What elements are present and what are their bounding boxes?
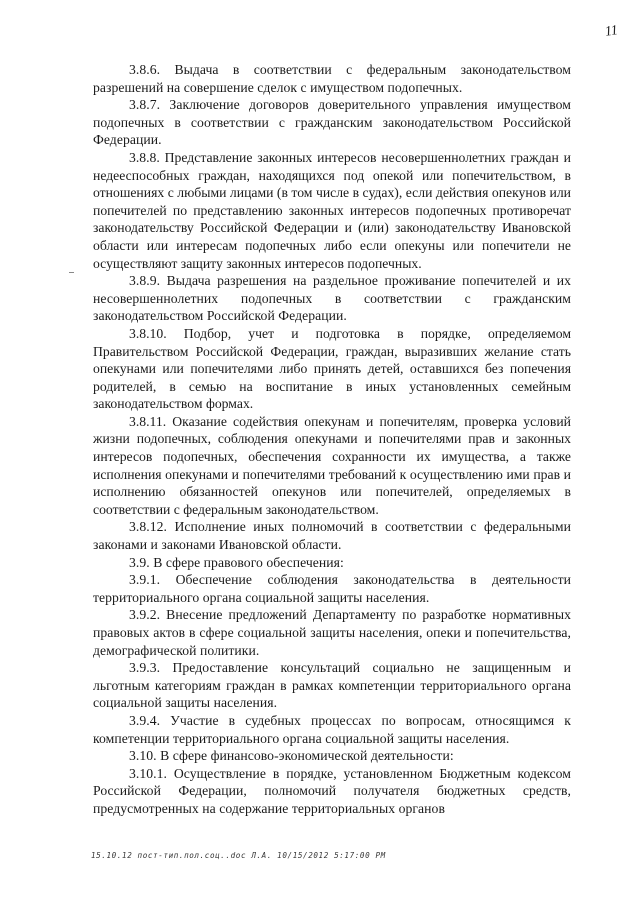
paragraph-3-9-1: 3.9.1. Обеспечение соблюдения законодательства в деятельности территориального органа социальной защиты населения.	[93, 572, 571, 605]
paragraph-3-8-11: 3.8.11. Оказание содействия опекунам и попечителям, проверка условий жизни подопечных, соблюдения опекунами и попечителями прав и законных интересов подопечных, обеспечения сохранности их имущества, а также исполнения опекунами и попечителями требований к осуществлению ими прав и исполнению обязанностей опекунов или попечителей, определяемых в соответствии с федеральным законодательством.	[93, 413, 571, 517]
section-heading-3-9: 3.9. В сфере правового обеспечения:	[129, 554, 344, 570]
paragraph-3-8-9: 3.8.9. Выдача разрешения на раздельное проживание попечителей и их несовершеннолетних подопечных в соответствии с гражданским законодательством Российской Федерации.	[93, 273, 571, 324]
document-footer: 15.10.12 пост-тип.пол.соц..doc Л.А. 10/15/2012 5:17:00 PM	[91, 851, 386, 860]
margin-mark	[69, 272, 74, 273]
paragraph-3-9-2: 3.9.2. Внесение предложений Департаменту по разработке нормативных правовых актов в сфере социальной защиты населения, опеки и попечительства, демографической политики.	[93, 607, 571, 658]
section-heading-3-10: 3.10. В сфере финансово-экономической деятельности:	[129, 748, 454, 764]
document-body	[93, 61, 571, 818]
page-number: 11	[603, 23, 619, 40]
paragraph-3-9-3: 3.9.3. Предоставление консультаций социально не защищенным и льготным категориям граждан в рамках компетенции территориального органа социальной защиты населения.	[93, 660, 571, 711]
paragraph-3-8-8: 3.8.8. Представление законных интересов несовершеннолетних граждан и недееспособных граждан, находящихся под опекой или попечительством, в отношениях с любыми лицами (в том числе в судах), если действия опекунов или попечителей по представлению законных интересов подопечных противоречат законодательству Российской Федерации и (или) законодательству Ивановской области или интересам подопечных либо если опекуны или попечители не осуществляют защиту законных интересов подопечных.	[93, 149, 571, 271]
paragraph-3-8-12: 3.8.12. Исполнение иных полномочий в соответствии с федеральными законами и законами Ивановской области.	[93, 519, 571, 553]
paragraph-3-10-1: 3.10.1. Осуществление в порядке, установленном Бюджетным кодексом Российской Федерации, полномочий получателя бюджетных средств, предусмотренных на содержание территориальных органов	[93, 765, 571, 816]
paragraph-3-9-4: 3.9.4. Участие в судебных процессах по вопросам, относящимся к компетенции территориального органа социальной защиты населения.	[93, 712, 571, 746]
paragraph-3-8-6: 3.8.6. Выдача в соответствии с федеральным законодательством разрешений на совершение сделок с имуществом подопечных.	[93, 62, 571, 95]
paragraph-3-8-10: 3.8.10. Подбор, учет и подготовка в порядке, определяемом Правительством Российской Федерации, граждан, выразивших желание стать опекунами или попечителями либо принять детей, оставшихся без попечения родителей, в семью на воспитание в иных установленных семейным законодательством формах.	[93, 325, 571, 412]
paragraph-3-8-7: 3.8.7. Заключение договоров доверительного управления имуществом подопечных в соответствии с гражданским законодательством Российской Федерации.	[93, 97, 571, 148]
